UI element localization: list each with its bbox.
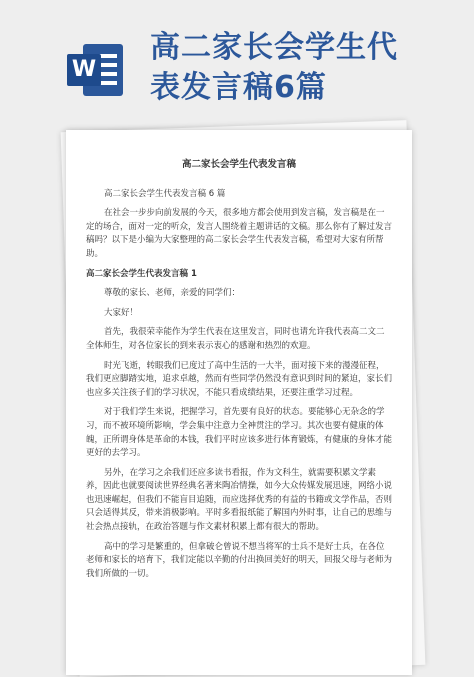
document-subtitle: 高二家长会学生代表发言稿 6 篇 — [104, 188, 226, 199]
banner — [0, 0, 474, 120]
banner-title-line-2: 表发言稿6篇 — [150, 70, 327, 105]
word-document-icon — [67, 40, 127, 100]
body-paragraph: 时光飞逝，转眼我们已度过了高中生活的一大半，面对接下来的漫漫征程，我们更应脚踏实地，追求卓越，然而有些同学仍然没有意识到时间的紧迫，家长们也应多关注孩子们的学习状况，不能只看成绩结果，还要注重学习过程。 — [86, 360, 393, 398]
body-paragraph: 另外，在学习之余我们还应多读书看报，作为文科生，就需要积累文学素养，因此也就要阅读世界经典名著来陶冶情操，如今大众传媒发展迅速，网络小说也迅速崛起，但我们不能盲目追随，而应选择优秀的有益的书籍或文学作品，否则只会适得其反，带来消极影响。平时多看报纸能了解国内外时事，让自己的思维与社会热点接轨，在政治答题与作文素材积累上都有很大的帮助。 — [86, 467, 393, 533]
document-body — [86, 158, 392, 587]
banner-title-line-1: 高二家长会学生代 — [150, 30, 398, 65]
body-paragraph: 高中的学习是繁重的，但拿破仑曾说不想当将军的士兵不是好士兵，在各位老师和家长的培育下，我们定能以辛勤的付出换回美好的明天，回报父母与老师为我们所做的一切。 — [86, 541, 393, 579]
greeting: 尊敬的家长、老师，亲爱的同学们： — [104, 288, 241, 299]
intro-paragraph: 在社会一步步向前发展的今天，很多地方都会使用到发言稿，发言稿是在一定的场合，面对一定的听众，发言人围绕着主题讲话的文稿。那么你有了解过发言稿吗？以下是小编为大家整理的高二家长会学生代表发言稿，希望对大家有所帮助。 — [86, 208, 393, 259]
body-paragraph: 对于我们学生来说，把握学习，首先要有良好的状态。要能够心无杂念的学习，而不被环境所影响，学会集中注意力全神贯注的学习。其次也要有健康的体魄，正所谓身体是革命的本钱，我们平时应该多进行体育锻炼，有健康的身体才能更好的去学习。 — [86, 407, 393, 459]
banner-title — [150, 28, 450, 108]
word-letter-badge: W — [67, 54, 101, 86]
hello-line: 大家好！ — [104, 307, 139, 318]
document-page — [66, 130, 412, 675]
section-heading: 高二家长会学生代表发言稿 1 — [86, 268, 197, 279]
document-title: 高二家长会学生代表发言稿 — [181, 159, 296, 170]
body-paragraph: 首先，我很荣幸能作为学生代表在这里发言，同时也请允许我代表高二文二全体师生，对各位家长的到来表示衷心的感谢和热烈的欢迎。 — [86, 327, 385, 351]
